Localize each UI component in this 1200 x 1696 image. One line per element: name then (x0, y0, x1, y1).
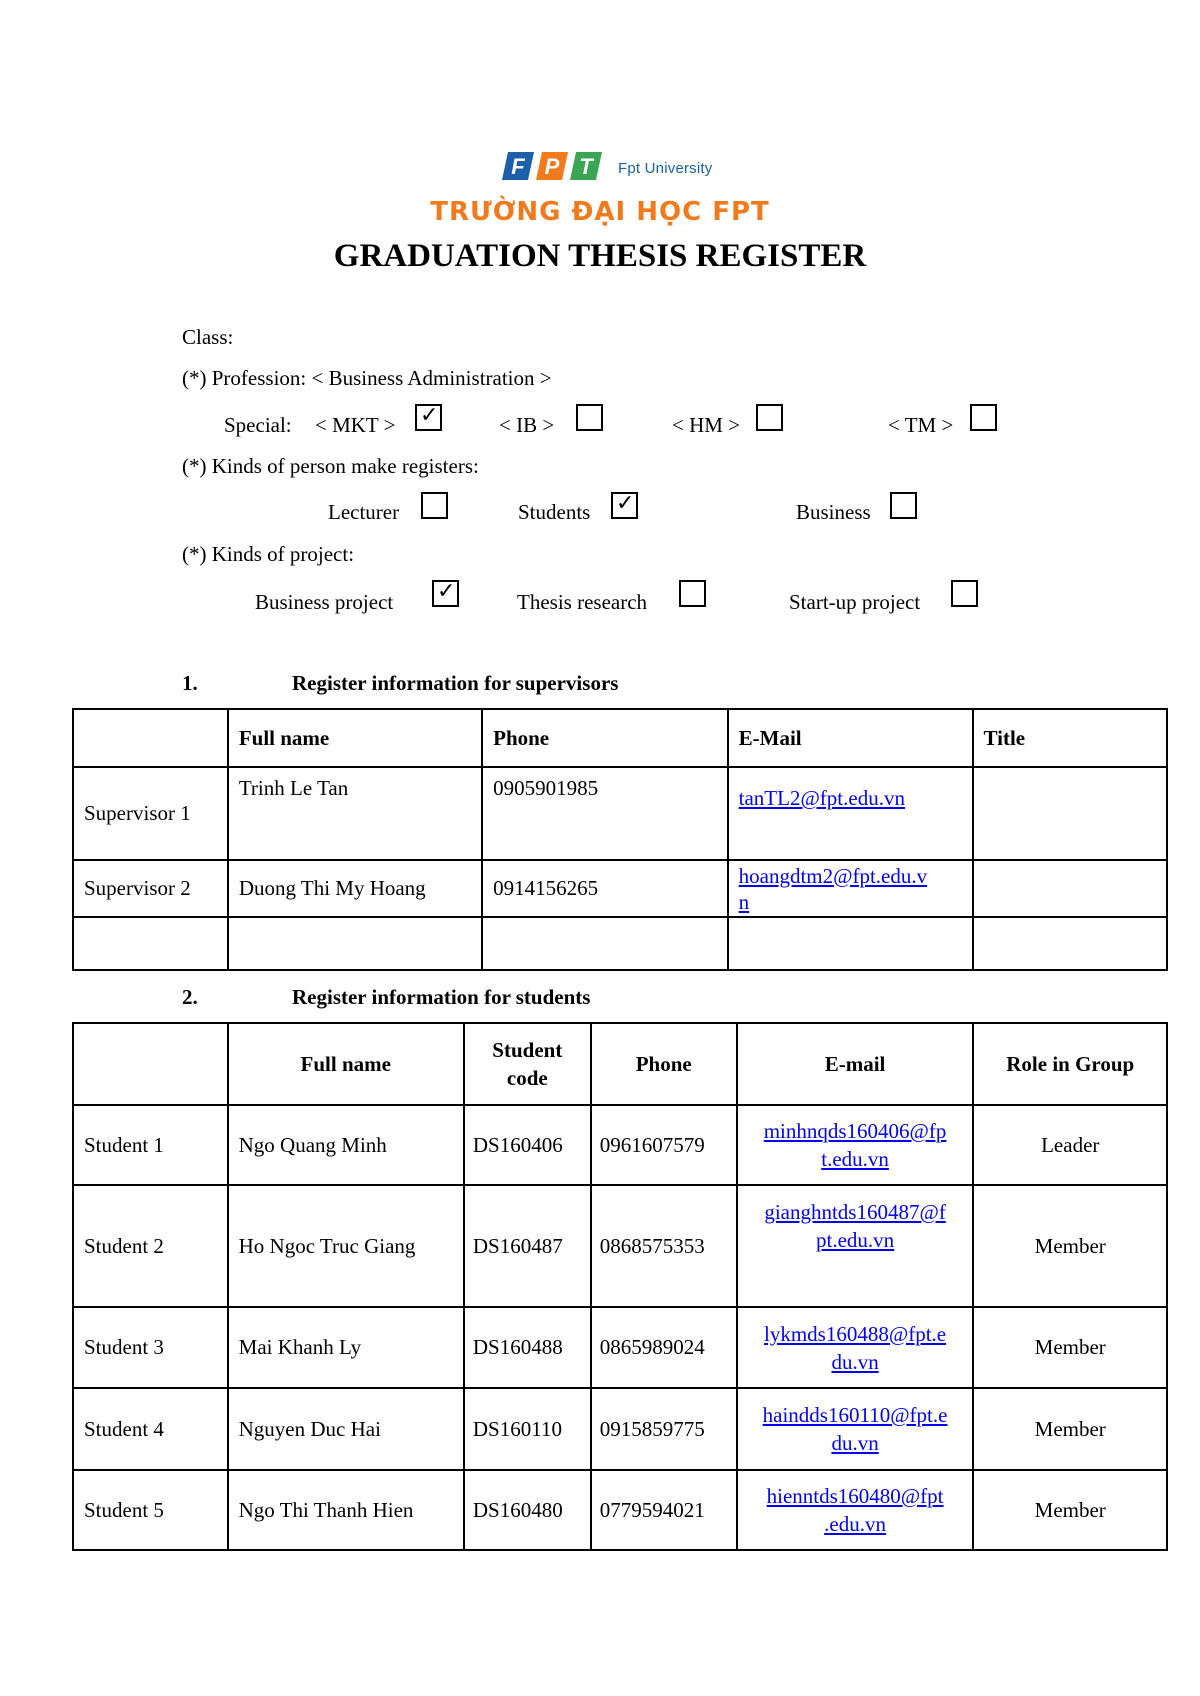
special-hm-checkbox[interactable] (756, 404, 783, 431)
table-header-row (73, 1023, 1167, 1105)
student-code-cell: DS160487 (464, 1185, 591, 1307)
table-row (73, 1470, 1167, 1550)
phone-cell: 0914156265 (482, 860, 728, 917)
special-option-mkt-label: < MKT > (315, 413, 396, 437)
email-link[interactable]: hoangdtm2@fpt.edu.v (738, 863, 928, 888)
role-cell: Member (973, 1307, 1167, 1388)
table-row (73, 1185, 1167, 1307)
project-option-business-label: Business project (255, 590, 394, 614)
email-link[interactable]: .edu.vn (824, 1512, 886, 1536)
email-cell (737, 1105, 974, 1185)
full-name-cell: Duong Thi My Hoang (228, 860, 482, 917)
table-header: Phone (591, 1023, 737, 1105)
email-cell (737, 1307, 974, 1388)
supervisors-table (72, 708, 1168, 971)
email-link[interactable]: du.vn (831, 1349, 879, 1374)
table-header: E-Mail (728, 709, 973, 767)
email-link[interactable]: hienntds160480@fpt (766, 1484, 944, 1508)
section-2-number: 2. (182, 985, 198, 1009)
fpt-logo-letter: P (544, 154, 560, 179)
full-name-cell: Nguyen Duc Hai (228, 1388, 464, 1470)
phone-cell: 0915859775 (591, 1388, 737, 1470)
project-option-research-label: Thesis research (517, 590, 648, 614)
phone-cell: 0868575353 (591, 1185, 737, 1307)
email-link[interactable]: lykmds160488@fpt.e (764, 1321, 947, 1346)
full-name-cell: Trinh Le Tan (228, 767, 482, 860)
header-code-line: code (506, 1066, 548, 1090)
student-code-cell: DS160406 (464, 1105, 591, 1185)
check-icon: ✓ (616, 491, 635, 516)
students-table (72, 1022, 1168, 1551)
row-label: Student 5 (73, 1470, 228, 1550)
students-checkbox[interactable] (611, 492, 638, 519)
student-code-cell: DS160480 (464, 1470, 591, 1550)
full-name-cell (228, 917, 482, 970)
role-cell: Member (973, 1470, 1167, 1550)
row-label: Student 1 (73, 1105, 228, 1185)
project-kind-label: (*) Kinds of project: (182, 542, 355, 566)
special-mkt-checkbox[interactable] (415, 404, 442, 431)
email-link[interactable]: pt.edu.vn (815, 1228, 895, 1252)
title-cell (973, 917, 1168, 970)
table-header: Title (973, 709, 1168, 767)
header-code-line: Student (492, 1038, 563, 1062)
title-cell (973, 767, 1168, 860)
email-link[interactable]: haindds160110@fpt.e (762, 1403, 948, 1427)
student-code-cell: DS160110 (464, 1388, 591, 1470)
row-label: Student 4 (73, 1388, 228, 1470)
fpt-logo-mark (500, 148, 612, 184)
email-link[interactable]: minhnqds160406@fp (763, 1119, 947, 1143)
email-link[interactable]: t.edu.vn (821, 1147, 889, 1171)
check-icon: ✓ (437, 579, 456, 604)
email-cell (737, 1388, 974, 1470)
table-header: Full name (228, 709, 482, 767)
table-row (73, 1388, 1167, 1470)
business-checkbox[interactable] (890, 492, 917, 519)
email-cell (728, 767, 973, 860)
section-1-title: Register information for supervisors (292, 671, 619, 695)
row-label: Supervisor 1 (73, 767, 228, 860)
email-link[interactable]: n (738, 889, 750, 914)
section-1-number: 1. (182, 671, 198, 695)
fpt-logo-letter: T (579, 154, 593, 179)
title-cell (973, 860, 1168, 917)
phone-cell: 0905901985 (482, 767, 728, 860)
business-project-checkbox[interactable] (432, 580, 459, 607)
phone-cell: 0865989024 (591, 1307, 737, 1388)
special-label: Special: (224, 413, 292, 437)
startup-project-checkbox[interactable] (951, 580, 978, 607)
table-row (73, 767, 1167, 860)
project-option-startup-label: Start-up project (789, 590, 921, 614)
special-option-hm-label: < HM > (672, 413, 741, 437)
profession-label: (*) Profession: < Business Administration > (182, 366, 552, 390)
full-name-cell: Ngo Quang Minh (228, 1105, 464, 1185)
person-option-lecturer-label: Lecturer (328, 500, 400, 524)
thesis-research-checkbox[interactable] (679, 580, 706, 607)
table-header: Role in Group (973, 1023, 1167, 1105)
table-header (73, 1023, 228, 1105)
person-option-business-label: Business (796, 500, 871, 524)
table-header (73, 709, 228, 767)
row-label: Student 3 (73, 1307, 228, 1388)
full-name-cell: Ho Ngoc Truc Giang (228, 1185, 464, 1307)
lecturer-checkbox[interactable] (421, 492, 448, 519)
row-label: Student 2 (73, 1185, 228, 1307)
email-link[interactable]: du.vn (831, 1431, 879, 1455)
logo-caption: Fpt University (618, 160, 713, 177)
table-header-row (73, 709, 1167, 767)
fpt-logo (500, 148, 720, 190)
email-cell (728, 917, 973, 970)
table-row (73, 1307, 1167, 1388)
table-header (464, 1023, 591, 1105)
role-cell: Leader (973, 1105, 1167, 1185)
special-tm-checkbox[interactable] (970, 404, 997, 431)
role-cell: Member (973, 1185, 1167, 1307)
special-option-ib-label: < IB > (499, 413, 555, 437)
phone-cell: 0961607579 (591, 1105, 737, 1185)
page-title: GRADUATION THESIS REGISTER (333, 238, 867, 274)
fpt-logo-letter: F (511, 154, 525, 179)
table-row (73, 1105, 1167, 1185)
email-link[interactable]: tanTL2@fpt.edu.vn (738, 786, 905, 810)
row-label: Supervisor 2 (73, 860, 228, 917)
email-cell (728, 860, 973, 917)
full-name-cell: Mai Khanh Ly (228, 1307, 464, 1388)
email-cell (737, 1185, 974, 1307)
table-header: Phone (482, 709, 728, 767)
table-row (73, 860, 1167, 917)
table-header: E-mail (737, 1023, 974, 1105)
school-name: TRƯỜNG ĐẠI HỌC FPT (430, 197, 770, 227)
section-2-title: Register information for students (292, 985, 591, 1009)
email-link[interactable]: gianghntds160487@f (764, 1200, 946, 1224)
phone-cell (482, 917, 728, 970)
special-ib-checkbox[interactable] (576, 404, 603, 431)
email-cell (737, 1470, 974, 1550)
class-label: Class: (182, 325, 234, 349)
student-code-cell: DS160488 (464, 1307, 591, 1388)
table-header: Full name (228, 1023, 464, 1105)
phone-cell: 0779594021 (591, 1470, 737, 1550)
person-option-students-label: Students (518, 500, 591, 524)
check-icon: ✓ (420, 403, 439, 428)
row-label (73, 917, 228, 970)
full-name-cell: Ngo Thi Thanh Hien (228, 1470, 464, 1550)
table-row (73, 917, 1167, 970)
special-option-tm-label: < TM > (888, 413, 954, 437)
person-kind-label: (*) Kinds of person make registers: (182, 454, 479, 478)
role-cell: Member (973, 1388, 1167, 1470)
